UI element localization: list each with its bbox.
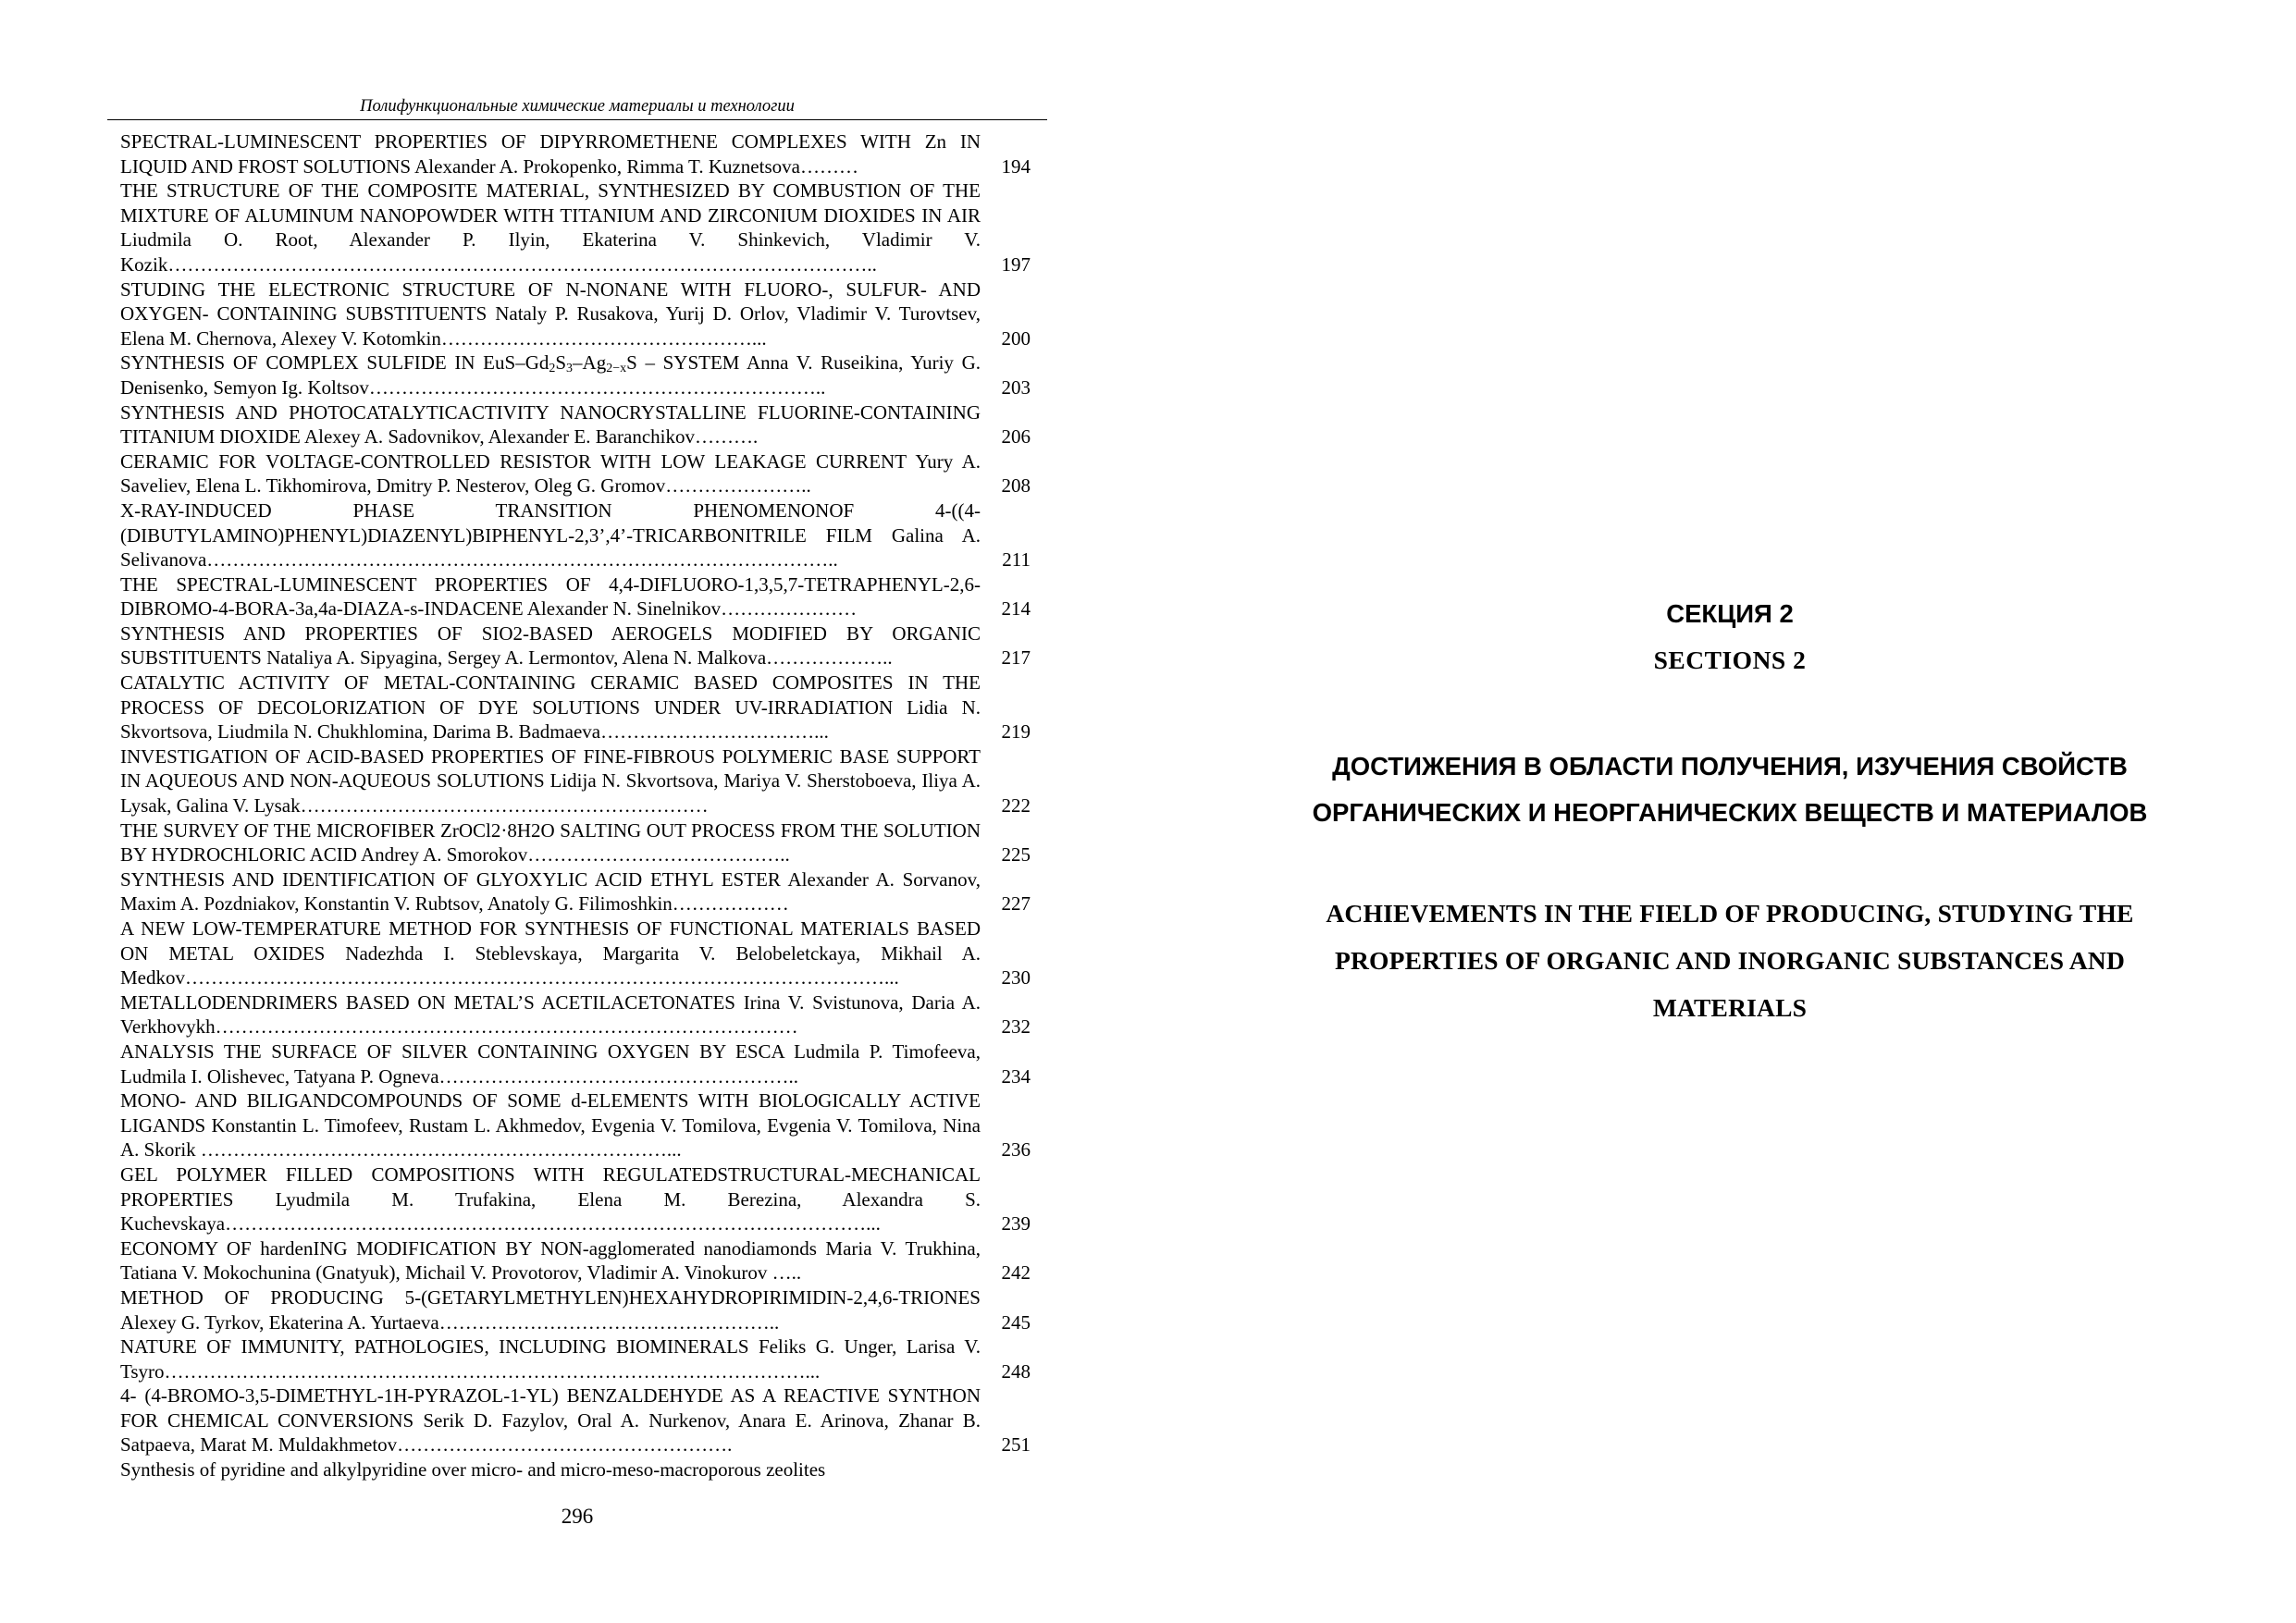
toc-entry-page: 219 xyxy=(1001,720,1031,744)
toc-entry-text: GEL POLYMER FILLED COMPOSITIONS WITH REGULATEDSTRUCTURAL-MECHANICAL PROPERTIES Lyudmila M. Trufakina, Elena M. Berezina, Alexandra S. Kuchevskaya………………………………………………………………………………………... xyxy=(120,1162,981,1236)
toc-entry[interactable] xyxy=(120,178,1042,277)
section-heading-ru: СЕКЦИЯ 2 xyxy=(1666,599,1794,628)
toc-entry-page: 230 xyxy=(1001,966,1031,990)
toc-entry-text: THE SPECTRAL-LUMINESCENT PROPERTIES OF 4,4-DIFLUORO-1,3,5,7-TETRAPHENYL-2,6-DIBROMO-4-BORA-3a,4a-DIAZA-s-INDACENE Alexander N. Sinelnikov………………… xyxy=(120,572,981,621)
toc-entry-text: SPECTRAL-LUMINESCENT PROPERTIES OF DIPYRROMETHENE COMPLEXES WITH Zn IN LIQUID AND FROST SOLUTIONS Alexander A. Prokopenko, Rimma T. Kuznetsova……… xyxy=(120,130,981,178)
toc-entry-page: 234 xyxy=(1001,1064,1031,1088)
toc-entry[interactable] xyxy=(120,1236,1042,1285)
toc-entry[interactable] xyxy=(120,1285,1042,1334)
toc-entry-text: 4- (4-BROMO-3,5-DIMETHYL-1H-PYRAZOL-1-YL) BENZALDEHYDE AS A REACTIVE SYNTHON FOR CHEMICAL CONVERSIONS Serik D. Fazylov, Oral A. Nurkenov, Anara E. Arinova, Zhanar B. Satpaeva, Marat M. Muldakhmetov……………………………………………. xyxy=(120,1384,981,1457)
toc-entry-text xyxy=(120,350,981,400)
toc-entry[interactable] xyxy=(120,990,1042,1039)
toc-entry-page: 225 xyxy=(1001,843,1031,867)
toc-entry-text: NATURE OF IMMUNITY, PATHOLOGIES, INCLUDING BIOMINERALS Feliks G. Unger, Larisa V. Tsyro………………………………………………………………………………………... xyxy=(120,1335,981,1383)
toc-entry[interactable] xyxy=(120,744,1042,818)
toc-entry[interactable] xyxy=(120,277,1042,351)
toc-entry-page: 232 xyxy=(1001,1015,1031,1039)
toc-entry-text: THE SURVEY OF THE MICROFIBER ZrOCl2·8H2O SALTING OUT PROCESS FROM THE SOLUTION BY HYDROCHLORIC ACID Andrey A. Smorokov………………………………….. xyxy=(120,818,981,867)
toc-entry-text: CERAMIC FOR VOLTAGE-CONTROLLED RESISTOR WITH LOW LEAKAGE CURRENT Yury A. Saveliev, Elena L. Tikhomirova, Dmitry P. Nesterov, Oleg G. Gromov………………….. xyxy=(120,449,981,498)
toc-entry-text: SYNTHESIS AND PROPERTIES OF SIO2-BASED AEROGELS MODIFIED BY ORGANIC SUBSTITUENTS Nataliya A. Sipyagina, Sergey A. Lermontov, Alena N. Malkova……………….. xyxy=(120,621,981,670)
table-of-contents xyxy=(120,129,1042,1482)
toc-entry-text: SYNTHESIS AND PHOTOCATALYTICACTIVITY NANOCRYSTALLINE FLUORINE-CONTAINING TITANIUM DIOXIDE Alexey A. Sadovnikov, Alexander E. Baranchikov………. xyxy=(120,400,981,449)
formula-text-after: S – SYSTEM Anna V. Ruseikina, Yuriy G. Denisenko, Semyon Ig. Koltsov…………………………………………………………….. xyxy=(120,351,981,399)
toc-entry-text: MONO- AND BILIGANDCOMPOUNDS OF SOME d-ELEMENTS WITH BIOLOGICALLY ACTIVE LIGANDS Konstantin L. Timofeev, Rustam L. Akhmedov, Evgenia V. Tomilova, Evgenia V. Tomilova, Nina A. Skorik ………………………………………………………………... xyxy=(120,1089,981,1162)
toc-entry-page: 248 xyxy=(1001,1359,1031,1383)
toc-entry-text: A NEW LOW-TEMPERATURE METHOD FOR SYNTHESIS OF FUNCTIONAL MATERIALS BASED ON METAL OXIDES Nadezhda I. Steblevskaya, Margarita V. Belobeletckaya, Mikhail A. Medkov………………………………………………………………………………………………... xyxy=(120,917,981,990)
toc-entry-text: THE STRUCTURE OF THE COMPOSITE MATERIAL, SYNTHESIZED BY COMBUSTION OF THE MIXTURE OF ALUMINUM NANOPOWDER WITH TITANIUM AND ZIRCONIUM DIOXIDES IN AIR Liudmila O. Root, Alexander P. Ilyin, Ekaterina V. Shinkevich, Vladimir V. Kozik……………………………………………………………………………………………….. xyxy=(120,179,981,276)
toc-entry-text: METALLODENDRIMERS BASED ON METAL’S ACETILACETONATES Irina V. Svistunova, Daria A. Verkhovykh……………………………………………………………………………… xyxy=(120,990,981,1039)
formula-text-before: SYNTHESIS OF COMPLEX SULFIDE IN EuS–Gd xyxy=(120,351,549,375)
section-title-en xyxy=(1260,890,2200,1031)
toc-entry-page: 208 xyxy=(1001,474,1031,498)
toc-entry[interactable] xyxy=(120,1162,1042,1236)
toc-entry[interactable] xyxy=(120,818,1042,867)
toc-entry-text: STUDING THE ELECTRONIC STRUCTURE OF N-NONANE WITH FLUORO-, SULFUR- AND OXYGEN- CONTAINING SUBSTITUENTS Nataly P. Rusakova, Yurij D. Orlov, Vladimir V. Turovtsev, Elena M. Chernova, Alexey V. Kotomkin…………………………………………... xyxy=(120,277,981,350)
running-title: Полифункциональные химические материалы и технологии xyxy=(360,97,795,116)
section-heading-en: SECTIONS 2 xyxy=(1653,646,1807,674)
toc-entry-text: SYNTHESIS AND IDENTIFICATION OF GLYOXYLIC ACID ETHYL ESTER Alexander A. Sorvanov, Maxim A. Pozdniakov, Konstantin V. Rubtsov, Anatoly G. Filimoshkin……………… xyxy=(120,867,981,916)
toc-entry-page: 197 xyxy=(1001,252,1031,276)
formula-subscript: 2−x xyxy=(606,362,627,376)
toc-entry-page: 217 xyxy=(1001,646,1031,670)
toc-entry-page: 239 xyxy=(1001,1212,1031,1236)
toc-entry-page: 242 xyxy=(1001,1261,1031,1285)
toc-entry[interactable] xyxy=(120,1457,1042,1482)
toc-entry-page: 200 xyxy=(1001,326,1031,350)
toc-entry-page: 194 xyxy=(1001,154,1031,178)
section-title-ru-line: ОРГАНИЧЕСКИХ И НЕОРГАНИЧЕСКИХ ВЕЩЕСТВ И МАТЕРИАЛОВ xyxy=(1312,798,2148,827)
toc-entry-page: 211 xyxy=(1002,548,1031,572)
toc-entry-page: 222 xyxy=(1001,794,1031,818)
toc-entry[interactable] xyxy=(120,350,1042,400)
toc-entry[interactable] xyxy=(120,621,1042,670)
toc-entry[interactable] xyxy=(120,449,1042,498)
formula-text: –Ag xyxy=(573,351,607,375)
toc-entry-text: X-RAY-INDUCED PHASE TRANSITION PHENOMENONOF 4-((4-(DIBUTYLAMINO)PHENYL)DIAZENYL)BIPHENYL-2,3’,4’-TRICARBONITRILE FILM Galina A. Selivanova…………………………………………………………………………………….. xyxy=(120,498,981,572)
toc-entry-page: 236 xyxy=(1001,1138,1031,1162)
toc-entry[interactable] xyxy=(120,916,1042,990)
toc-entry[interactable] xyxy=(120,498,1042,572)
formula-subscript: 3 xyxy=(566,362,574,376)
toc-entry-text: METHOD OF PRODUCING 5-(GETARYLMETHYLEN)HEXAHYDROPIRIMIDIN-2,4,6-TRIONES Alexey G. Tyrkov, Ekaterina A. Yurtaeva…………………………………………….. xyxy=(120,1285,981,1334)
toc-entry-page: 206 xyxy=(1001,425,1031,449)
page-number: 296 xyxy=(561,1505,594,1528)
toc-entry-page: 245 xyxy=(1001,1310,1031,1334)
toc-entry-text: ANALYSIS THE SURFACE OF SILVER CONTAINING OXYGEN BY ESCA Ludmila P. Timofeeva, Ludmila I. Olishevec, Tatyana P. Ogneva……………………………………………….. xyxy=(120,1039,981,1088)
toc-entry[interactable] xyxy=(120,1334,1042,1383)
toc-entry[interactable] xyxy=(120,867,1042,916)
toc-entry[interactable] xyxy=(120,1088,1042,1162)
section-title-en-line: PROPERTIES OF ORGANIC AND INORGANIC SUBSTANCES AND xyxy=(1334,946,2125,975)
section-title-page xyxy=(1260,592,2200,1031)
formula-text: S xyxy=(555,351,567,375)
toc-entry-text: CATALYTIC ACTIVITY OF METAL-CONTAINING CERAMIC BASED COMPOSITES IN THE PROCESS OF DECOLORIZATION OF DYE SOLUTIONS UNDER UV-IRRADIATION Lidia N. Skvortsova, Liudmila N. Chukhlomina, Darima B. Badmaeva……………………………... xyxy=(120,671,981,744)
toc-entry[interactable] xyxy=(120,129,1042,178)
toc-entry-page: 227 xyxy=(1001,892,1031,916)
formula-subscript: 2 xyxy=(549,362,556,376)
toc-entry[interactable] xyxy=(120,1383,1042,1457)
toc-entry[interactable] xyxy=(120,1039,1042,1088)
toc-entry[interactable] xyxy=(120,670,1042,744)
toc-entry-text: ECONOMY OF hardenING MODIFICATION BY NON-agglomerated nanodiamonds Maria V. Trukhina, Tatiana V. Mokochunina (Gnatyuk), Michail V. Provotorov, Vladimir A. Vinokurov ….. xyxy=(120,1236,981,1285)
section-title-en-line: MATERIALS xyxy=(1652,993,1808,1022)
section-title-ru xyxy=(1260,744,2200,836)
toc-entry-text: INVESTIGATION OF ACID-BASED PROPERTIES OF FINE-FIBROUS POLYMERIC BASE SUPPORT IN AQUEOUS AND NON-AQUEOUS SOLUTIONS Lidija N. Skvortsova, Mariya V. Sherstoboeva, Iliya A. Lysak, Galina V. Lysak……………………………………………………… xyxy=(120,744,981,818)
toc-entry[interactable] xyxy=(120,400,1042,449)
section-title-en-line: ACHIEVEMENTS IN THE FIELD OF PRODUCING, STUDYING THE xyxy=(1326,899,2134,928)
toc-entry-page: 214 xyxy=(1001,597,1031,621)
section-title-ru-line: ДОСТИЖЕНИЯ В ОБЛАСТИ ПОЛУЧЕНИЯ, ИЗУЧЕНИЯ СВОЙСТВ xyxy=(1332,752,2128,781)
running-header xyxy=(107,96,1047,120)
toc-entry[interactable] xyxy=(120,572,1042,621)
toc-entry-page: 251 xyxy=(1001,1433,1031,1457)
toc-entry-page: 203 xyxy=(1001,375,1031,399)
toc-entry-text: Synthesis of pyridine and alkylpyridine over micro- and micro-meso-macroporous zeolites xyxy=(120,1458,826,1482)
